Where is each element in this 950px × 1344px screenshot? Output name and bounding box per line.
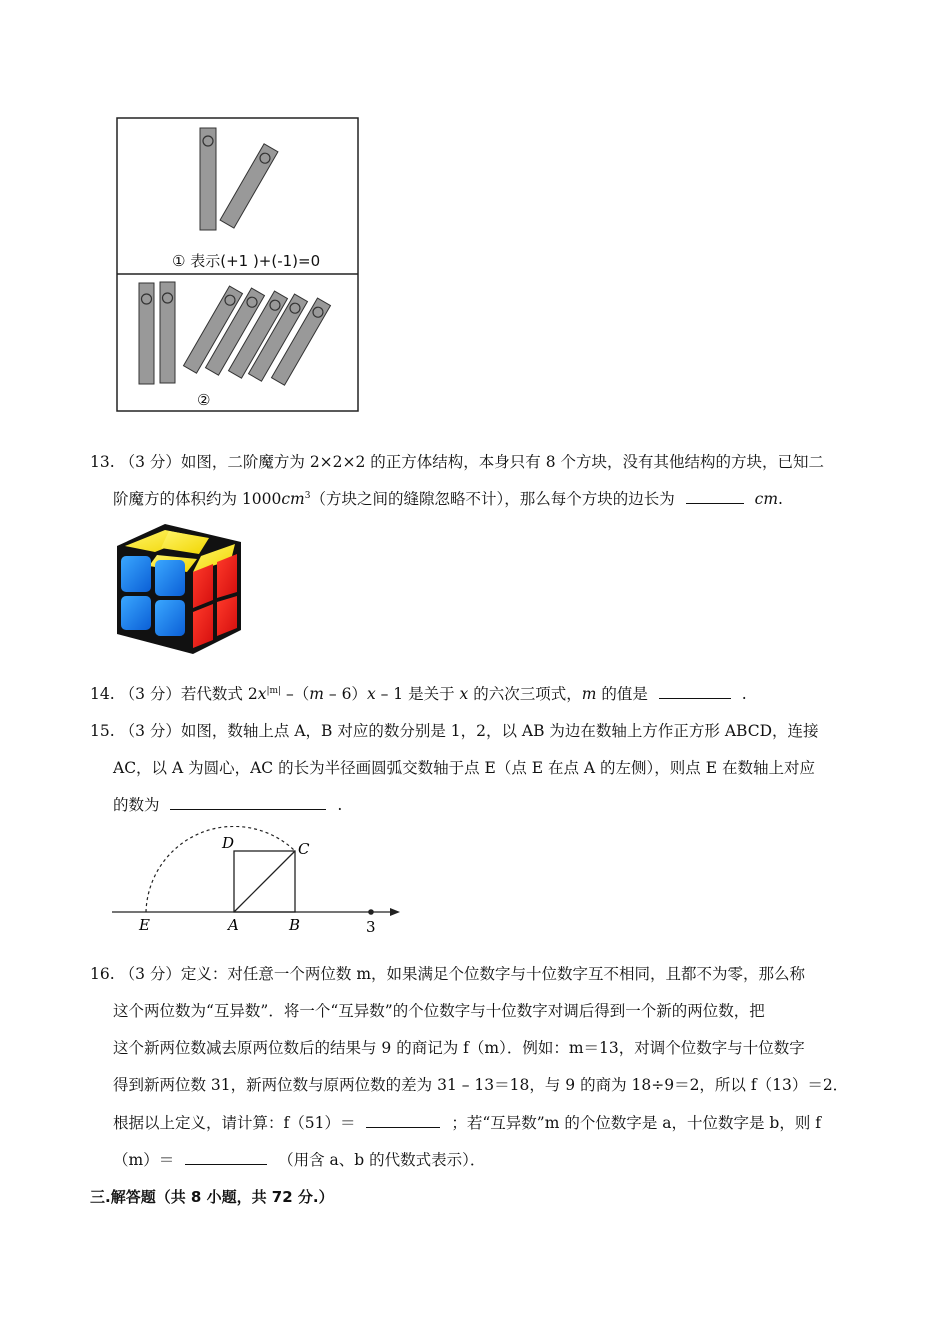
question-text: –（ (285, 685, 310, 703)
point-3 (368, 909, 374, 915)
unit: cm (281, 490, 305, 508)
question-text: – 6） (328, 685, 367, 703)
question-16-line-4: 得到新两位数 31，新两位数与原两位数的差为 31 – 13＝18，与 9 的商为 18÷9＝2，所以 f（13）＝2． (113, 1076, 849, 1094)
rubiks-cube-image (113, 522, 245, 656)
answer-blank[interactable] (185, 1150, 267, 1165)
positive-stick (139, 283, 154, 384)
question-text: 阶魔方的体积约为 1000 (113, 490, 282, 508)
figure-caption-1: ① 表示(+1 )+(-1)=0 (172, 252, 321, 270)
answer-blank[interactable] (659, 684, 731, 699)
variable: m (581, 685, 597, 703)
question-text: ；若“互异数”m 的个位数字是 a，十位数字是 b，则 f (451, 1114, 821, 1132)
question-text: 根据以上定义，请计算：f（51）＝ (113, 1114, 356, 1132)
positive-stick (160, 282, 175, 383)
number-line-figure (108, 826, 408, 938)
exponent: 3 (304, 490, 311, 501)
question-text: （m）＝ (113, 1151, 175, 1169)
question-text: 的数为 (113, 796, 160, 814)
question-16-line-6 (113, 1150, 485, 1170)
question-14 (90, 684, 747, 704)
answer-blank[interactable] (686, 489, 744, 504)
question-text: 如图，二阶魔方为 2×2×2 的正方体结构，本身只有 8 个方块，没有其他结构的方块，已知二 (180, 453, 825, 471)
question-text: 的值是 (601, 685, 648, 703)
answer-blank[interactable] (366, 1113, 440, 1128)
question-text: 的六次三项式， (473, 685, 582, 703)
label-c: C (298, 840, 310, 858)
diagonal-ac (234, 851, 295, 912)
label-3: 3 (366, 918, 376, 936)
punctuation: . (337, 796, 343, 814)
question-text: （方块之间的缝隙忽略不计），那么每个方块的边长为 (310, 490, 675, 508)
variable: m (309, 685, 324, 703)
question-number: 16. (90, 965, 115, 983)
exponent: |m| (266, 685, 282, 696)
question-15-line-3 (113, 795, 342, 815)
label-b: B (289, 916, 301, 934)
variable: x (257, 685, 267, 703)
question-16-line-2: 这个两位数为“互异数”．将一个“互异数”的个位数字与十位数字对调后得到一个新的两位数，把 (113, 1002, 765, 1020)
question-16-line-3: 这个新两位数减去原两位数后的结果与 9 的商记为 f（m）．例如：m＝13，对调个位数字与十位数字 (113, 1039, 805, 1057)
variable: x (366, 685, 376, 703)
arc (146, 826, 295, 912)
question-number: 15. (90, 722, 115, 740)
positive-stick (200, 128, 216, 230)
question-text: （用含 a、b 的代数式表示）． (278, 1151, 486, 1169)
unit: cm (754, 490, 779, 508)
question-score: （3 分） (119, 965, 181, 983)
variable: x (459, 685, 469, 703)
question-number: 14. (90, 685, 115, 703)
punctuation: . (778, 490, 783, 508)
label-d: D (222, 834, 235, 852)
question-15-line-1 (90, 721, 819, 741)
question-text: 若代数式 2 (180, 685, 258, 703)
question-score: （3 分） (119, 453, 181, 471)
question-15-line-2: AC，以 A 为圆心，AC 的长为半径画圆弧交数轴于点 E（点 E 在点 A 的左侧），则点 E 在数轴上对应 (113, 759, 815, 777)
question-score: （3 分） (119, 722, 181, 740)
question-16-line-5 (113, 1113, 821, 1133)
arrow-icon (390, 908, 400, 916)
section-heading: 三.解答题（共 8 小题，共 72 分.） (90, 1188, 334, 1206)
question-text: – 1 是关于 (380, 685, 455, 703)
question-13-line-2 (113, 489, 783, 509)
question-13-line-1 (90, 452, 824, 472)
question-text: 定义：对任意一个两位数 m，如果满足个位数字与十位数字互不相同，且都不为零，那么称 (180, 965, 806, 983)
question-number: 13. (90, 453, 115, 471)
figure-caption-2: ② (197, 391, 211, 409)
answer-blank[interactable] (170, 795, 326, 810)
question-16-line-1 (90, 964, 805, 984)
punctuation: . (741, 685, 747, 703)
question-text: 如图，数轴上点 A，B 对应的数分别是 1，2，以 AB 为边在数轴上方作正方形 ABCD，连接 (180, 722, 819, 740)
label-e: E (139, 916, 150, 934)
question-score: （3 分） (119, 685, 181, 703)
label-a: A (228, 916, 239, 934)
